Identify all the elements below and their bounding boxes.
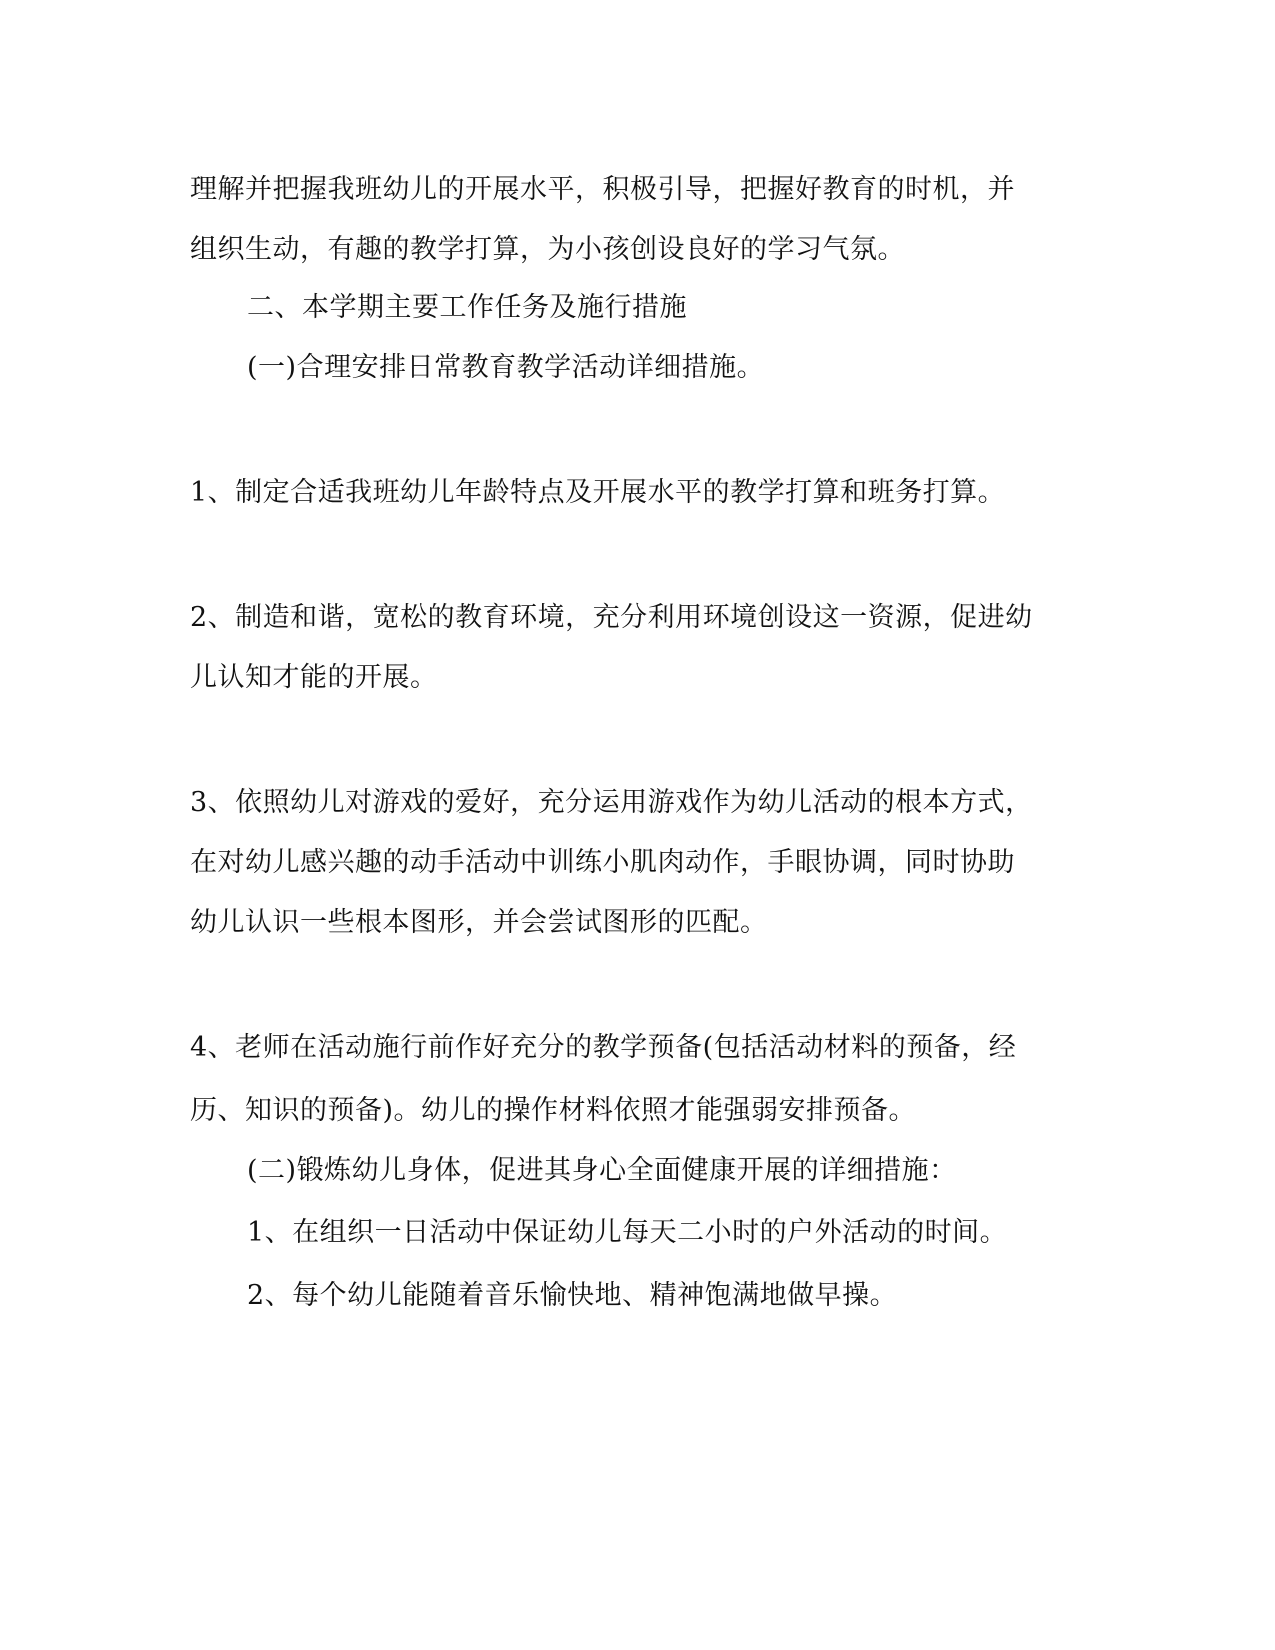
list-item-line: 2、每个幼儿能随着音乐愉快地、精神饱满地做早操。 xyxy=(247,1280,898,1311)
list-item-line: 幼儿认识一些根本图形，并会尝试图形的匹配。 xyxy=(190,907,768,938)
list-item-line: 3、依照幼儿对游戏的爱好，充分运用游戏作为幼儿活动的根本方式， xyxy=(190,787,1033,818)
section-heading: 二、本学期主要工作任务及施行措施 xyxy=(247,292,687,323)
list-item-line: 2、制造和谐，宽松的教育环境，充分利用环境创设这一资源，促进幼 xyxy=(190,602,1033,633)
subsection-heading: (一)合理安排日常教育教学活动详细措施。 xyxy=(247,352,765,383)
paragraph-line: 理解并把握我班幼儿的开展水平，积极引导，把握好教育的时机，并 xyxy=(190,174,1015,205)
list-item-line: 儿认知才能的开展。 xyxy=(190,662,438,693)
subsection-heading: (二)锻炼幼儿身体，促进其身心全面健康开展的详细措施： xyxy=(247,1155,957,1186)
list-item-line: 1、在组织一日活动中保证幼儿每天二小时的户外活动的时间。 xyxy=(247,1217,1008,1248)
paragraph-line: 组织生动，有趣的教学打算，为小孩创设良好的学习气氛。 xyxy=(190,234,905,265)
list-item-line: 在对幼儿感兴趣的动手活动中训练小肌肉动作，手眼协调，同时协助 xyxy=(190,847,1015,878)
list-item-line: 4、老师在活动施行前作好充分的教学预备(包括活动材料的预备，经 xyxy=(190,1032,1017,1063)
list-item-line: 历、知识的预备)。幼儿的操作材料依照才能强弱安排预备。 xyxy=(190,1095,917,1126)
list-item-line: 1、制定合适我班幼儿年龄特点及开展水平的教学打算和班务打算。 xyxy=(190,477,1006,508)
